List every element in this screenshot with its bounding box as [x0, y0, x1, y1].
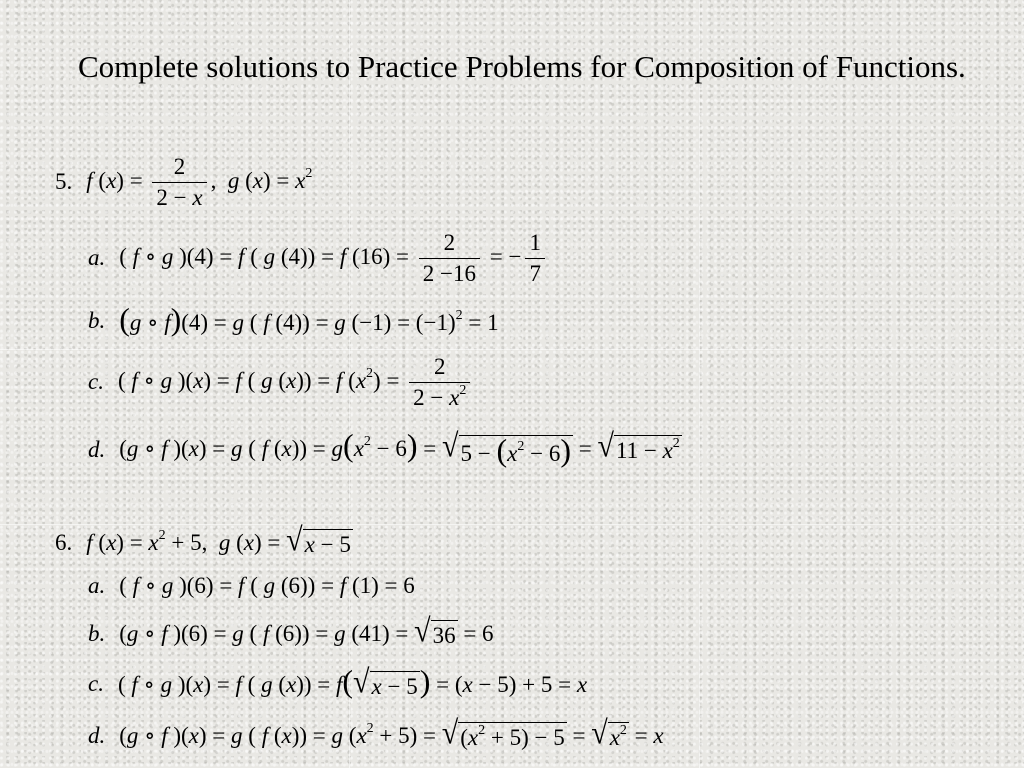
problem-5c	[88, 352, 474, 412]
equation: ( f ∘ g )(x) = f ( g (x)) = f $(x^2)$ = $\frac{2}{2 - x^2}$	[118, 354, 474, 411]
problem-6-definitions: f $(x) = x^2 + 5$, g (x) = √ x − 5	[86, 522, 351, 559]
background-seam	[699, 0, 700, 768]
problem-6d	[88, 706, 664, 766]
page-title: Complete solutions to Practice Problems for Composition of Functions.	[78, 49, 966, 84]
problem-5-number: 5.	[55, 169, 73, 194]
equation: (g ∘ f )(x) = g ( f (x)) = g $(x^2 + 5)$ = √ $(x^2 + 5) - 5$ = √ $x^2$ = x	[119, 715, 664, 752]
problem-5-definitions: f (x) = $\frac{2}{2 - x}$ , g $(x) = x^2$	[86, 153, 313, 210]
equation: ( f ∘ g )(6) = f ( g (6)) = f (1) = 6	[119, 573, 415, 598]
equation: (g ∘ f)(4) = g ( f (4)) = g $(-1) = (-1)^2 = 1$	[119, 300, 499, 337]
part-label: d.	[88, 723, 106, 748]
equation: (g ∘ f )(x) = g ( f $(x)) = g(x^2 - 6)$ = √ $5 - (x^2 - 6)$ = √ $11 - x^2$	[119, 427, 680, 468]
problem-5-statement	[55, 152, 312, 212]
part-label: c.	[88, 369, 104, 394]
problem-5d	[88, 420, 682, 480]
equation: ( f ∘ g )(x) = f ( g (x)) = f( √ x − 5 ) = (x − 5) + 5 = x	[117, 662, 588, 700]
problem-5b	[88, 291, 499, 351]
problem-6-number: 6.	[55, 530, 73, 555]
part-label: a.	[88, 245, 106, 270]
problem-5a	[88, 228, 549, 288]
problem-6c	[88, 654, 587, 714]
equation: (g ∘ f )(6) = g ( f (6)) = g (41) = √ 36 = 6	[119, 613, 494, 650]
equation: ( f ∘ g )(4) = f ( g (4)) = f (16) = $\frac{2}{2 -16}$ = − $\frac{1}{7}$	[119, 230, 549, 287]
part-label: b.	[88, 621, 106, 646]
part-label: d.	[88, 437, 106, 462]
part-label: c.	[88, 671, 104, 696]
part-label: a.	[88, 573, 106, 598]
part-label: b.	[88, 308, 106, 333]
